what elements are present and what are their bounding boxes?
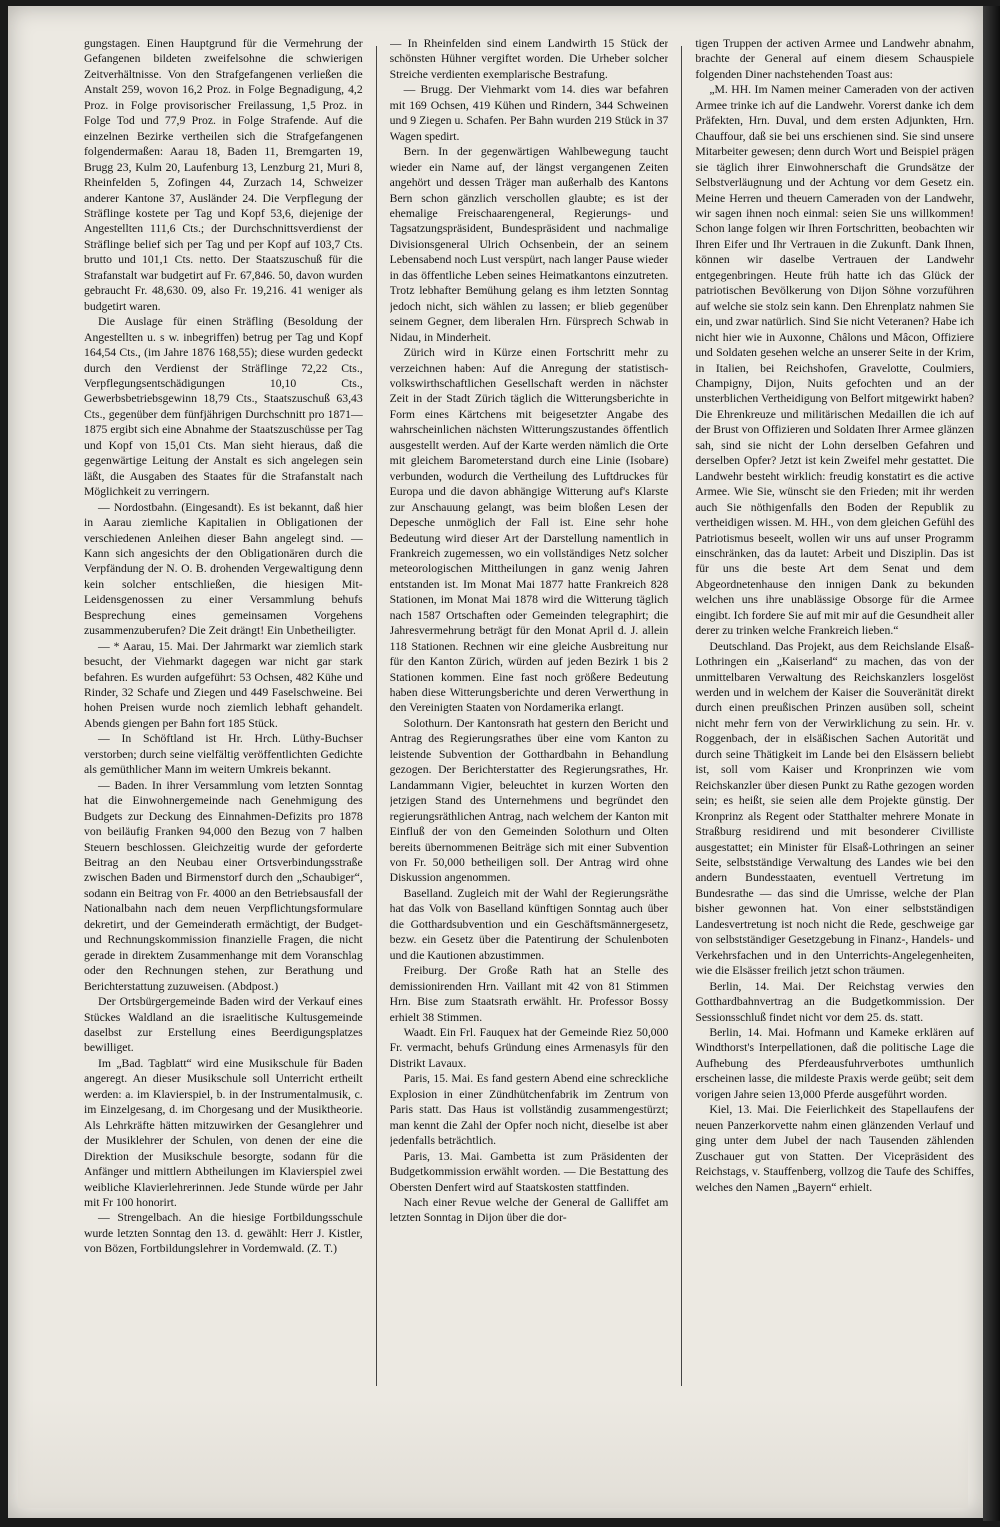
paragraph: Der Ortsbürgergemeinde Baden wird der Verkauf eines Stückes Waldland an die israelitische Kultusgemeinde daselbst zur Erstellung eines Beerdigungsplatzes bewilliget. [84,995,363,1055]
paragraph: — In Schöftland ist Hr. Hrch. Lüthy-Buchser verstorben; durch seine vielfältig veröffentlichten Gedichte als gemüthlicher Mann im weitern Umkreis bekannt. [84,732,363,777]
paragraph: — * Aarau, 15. Mai. Der Jahrmarkt war ziemlich stark besucht, der Viehmarkt dagegen war nicht gar stark befahren. Es wurden aufgeführt: 53 Ochsen, 482 Kühe und Rinder, 32 Schafe und Ziegen und 449 Faselschweine. Bei hohen Preisen wurde noch ziemlich lebhaft gehandelt. Abends giengen per Bahn fort 185 Stück. [84,639,363,730]
column-divider [376,46,377,1386]
article-columns [84,36,974,1392]
column-divider [681,46,682,1386]
binding-edge [983,6,1000,1521]
paragraph: Berlin, 14. Mai. Der Reichstag verwies den Gotthardbahnvertrag an die Budgetkommission. Der Sessionsschluß findet nicht vor dem 25. ds. statt. [695,979,974,1024]
paragraph: Nach einer Revue welche der General de Galliffet am letzten Sonntag in Dijon über die dor- [389,1195,669,1225]
paragraph: — Nordostbahn. (Eingesandt). Es ist bekannt, daß hier in Aarau ziemliche Kapitalien in Obligationen der verschiedenen Anleihen dieser Bahn angelegt sind. — Kann sich angesichts der den Obligationären durch die Verpfändung der N. O. B. drohenden Vergewaltigung denn kein solcher entschließen, die hiesigen Mit-Leidensgenossen zu einer Versammlung behufs Besprechung eines gemeinsamen Vorgehens zusammenzuberufen? Die Zeit drängt! Ein Unbetheiligter. [84,500,363,638]
paragraph: — Strengelbach. An die hiesige Fortbildungsschule wurde letzten Sonntag den 13. d. gewählt: Herr J. Kistler, von Bözen, Fortbildungslehrer in Vordemwald. (Z. T.) [84,1211,363,1256]
paragraph: „M. HH. Im Namen meiner Cameraden von der activen Armee trinke ich auf die Landwehr. Vorerst danke ich dem Präfekten, Hrn. Duval, und dem ersten Adjunkten, Hrn. Chauffour, daß sie bei uns erschienen sind. Sie sind unsere Mitarbeiter gewesen; denn durch Wort und Beispiel prägen sie täglich ihrer Einwohnerschaft die Grundsätze der Selbstverläugnung und der Achtung vor dem Gesetz ein. Meine Herren und theuern Cameraden von der Landwehr, wir sagen ihnen noch einmal: seien Sie uns willkommen! Schon lange folgen wir Ihren Fortschritten, beobachten wir Ihren Eifer und Ihr Vertrauen in die Zukunft. Dank Ihnen, können wir daselbe Vertrauen der Landwehr entgegenbringen. Heute früh hatte ich das Glück der patriotischen Bevölkerung von Dijon Söhne vorzuführen auf welche sie stolz sein kann. Den Ehrenplatz nahmen Sie ein, und zwar natürlich. Sind Sie nicht Veteranen? Habe ich nicht hier wie in Auxonne, Châlons und Mâcon, Offiziere und Soldaten gesehen welche an unserer Seite in der Krim, in Italien, bei Reichshofen, Gravelotte, Coulmiers, Champigny, Dijon, Nuits gefochten und an der unsterblichen Vertheidigung von Belfort mitgewirkt haben? Die Ehrenkreuze und militärischen Medaillen die ich auf der Brust von Offizieren und Soldaten Ihrer Armee glänzen sah, sind sie nicht der Lohn derselben Gefahren und derselben Opfer? Jetzt ist kein Zweifel mehr gestattet. Die Landwehr besteht wirklich: freudig konstatirt es die active Armee. Wie Sie, wünscht sie den Frieden; mit ihr werden auch Sie nöthigenfalls den Boden der Republik zu vertheidigen wissen. M. HH., von dem gleichen Gefühl des Patriotismus beseelt, wollen wir uns auf unser Programm einschränken, das da lautet: Arbeit und Disziplin. Das ist für uns die beste Art dem Senat und dem Abgeordnetenhause den innigen Dank zu bekunden welchen uns ihre unablässige Obsorge für die Armee eingibt. Ich fordere Sie auf mit mir auf die Gesundheit aller derer zu trinken welche Frankreich lieben.“ [695,83,974,638]
column-3 [695,36,974,1392]
paragraph: gungstagen. Einen Hauptgrund für die Vermehrung der Gefangenen bildeten zweifelsohne die schwierigen Zeitverhältnisse. Von den Strafgefangenen verließen die Anstalt 259, wovon 16,2 Proz. in Folge Begnadigung, 4,2 Proz. in Folge provisorischer Freilassung, 1,5 Proz. in Folge Tod und 77,9 Proz. in Folge Strafende. Auf die einzelnen Bezirke vertheilen sich die Strafgefangenen folgendermaßen: Aarau 18, Baden 11, Bremgarten 19, Brugg 23, Kulm 20, Laufenburg 13, Lenzburg 21, Muri 8, Rheinfelden 5, Zofingen 44, Zurzach 14, Schweizer anderer Kantone 37, Ausländer 24. Die Verpflegung der Sträflinge kostete per Tag und Kopf 53,6, diejenige der Angestellten 111,6 Cts.; der Durchschnittsverdienst der Sträflinge belief sich per Tag und per Kopf auf 103,7 Cts. brutto und 101,1 Cts. netto. Der Staatszuschuß für die Strafanstalt war budgetirt auf Fr. 67,846. 50, davon wurden gebraucht Fr. 48,630. 09, also Fr. 19,216. 41 weniger als budgetirt waren. [84,37,363,313]
paragraph: — In Rheinfelden sind einem Landwirth 15 Stück der schönsten Hühner vergiftet worden. Die Urheber solcher Streiche verdienten exemplarische Bestrafung. [389,37,669,81]
paragraph: Bern. In der gegenwärtigen Wahlbewegung taucht wieder ein Name auf, der längst vergangenen Zeiten angehört und dessen Träger man außerhalb des Kantons Bern schon gänzlich verschollen glaubte; es ist der ehemalige Freischaarengeneral, Regierungs- und Tagsatzungspräsident, Bundespräsident und nachmalige Divisionsgeneral Ulrich Ochsenbein, der an seinem Lebensabend noch Lust verspürt, nach langer Pause wieder in das öffentliche Leben seines Heimatkantons einzutreten. Trotz lebhafter Bemühung gelang es ihm letzten Sonntag jedoch nicht, sich wählen zu lassen; er blieb gegenüber seinem Gegner, dem liberalen Hrn. Fürsprech Schwab in Nidau, in Minderheit. [389,145,669,344]
paragraph: Zürich wird in Kürze einen Fortschritt mehr zu verzeichnen haben: Auf die Anregung der statistisch-volkswirthschaftlichen Gesellschaft werden in nächster Zeit in der Stadt Zürich täglich die Witterungsberichte in Form eines Kärtchens mit beigesetzter Angabe des wahrscheinlichen nächsten Witterungszustandes öffentlich ausgestellt werden. Auf der Karte werden nämlich die Orte mit gleichem Barometerstand durch eine Linie (Isobare) verbunden, wodurch die Vertheilung des Luftdruckes für Europa und die davon abhängige Witterung auf's Klarste zur Anschauung gelangt, was beim bloßen Lesen der Depesche unmöglich der Fall ist. Eine sehr hohe Bedeutung wird dieser Art der Darstellung namentlich in Frankreich zugemessen, wo ein vollständiges Netz solcher meteorologischen Mittheilungen in ganz wenig Jahren entstanden ist. Im Monat Mai 1877 hatte Frankreich 828 Stationen, im Monat Mai 1878 wird die Witterung täglich nach 1587 Ortschaften oder Gemeinden telegraphirt; die Jahresvermehrung beträgt für den Monat April d. J. allein 118 Stationen. Rechnen wir eine gleiche Ausbreitung nur für den Kanton Zürich, würden auf jeden Bezirk 1 bis 2 Stationen kommen. Eine fast noch größere Bedeutung haben diese Witterungsberichte und deren Verwerthung in den Vereinigten Staaten von Nordamerika erlangt. [389,346,669,715]
paragraph: — Brugg. Der Viehmarkt vom 14. dies war befahren mit 169 Ochsen, 419 Kühen und Rindern, 344 Schweinen und 9 Ziegen u. Schafen. Per Bahn wurden 219 Stück in 37 Wagen spedirt. [389,83,669,143]
paragraph: — Baden. In ihrer Versammlung vom letzten Sonntag hat die Einwohnergemeinde nach Genehmigung des Budgets zur Deckung des Einnahmen-Defizits pro 1878 von beiläufig Franken 94,000 den Bezug von 7 halben Steuern beschlossen. Gleichzeitig wurde der geforderte Beitrag an den Neubau einer Ortsverbindungsstraße zwischen Baden und Birmenstorf durch den „Schaubiger“, sodann ein Beitrag von Fr. 4000 an den Betriebsausfall der Nationalbahn nach dem neuen Verpflichtungsformulare dekretirt, und der Gemeinderath ermächtigt, der Budget- und Rechnungskommission finanzielle Fragen, die nicht gerade in direktem Zusammenhange mit dem Voranschlag oder den Rechnungen stehen, zur Berathung und Berichterstattung zuzuweisen. (Abdpost.) [84,778,363,993]
paragraph: Im „Bad. Tagblatt“ wird eine Musikschule für Baden angeregt. An dieser Musikschule soll Unterricht ertheilt werden: a. im Klavierspiel, b. in der Instrumentalmusik, c. im Einzelgesang, d. im Chorgesang und der Musiktheorie. Als Lehrkräfte hätten mitzuwirken der Gesanglehrer und der Musiklehrer der Schulen, von denen der eine die Direktion der Musikschule besorgte, sodann für die Anfänger und mittlern Abtheilungen im Klavierspiel zwei weibliche Klavierlehrerinnen. Jede Stunde würde per Jahr mit Fr 100 honorirt. [84,1056,363,1209]
paragraph: Baselland. Zugleich mit der Wahl der Regierungsräthe hat das Volk von Baselland künftigen Sonntag auch über die Gotthardsubvention und ein Geschäftsmännergesetz, bezw. ein Gesetz über die Patentirung der Schulenboten und die Kautionen abzustimmen. [389,886,669,962]
column-2 [390,36,669,1392]
paragraph: Waadt. Ein Frl. Fauquex hat der Gemeinde Riez 50,000 Fr. vermacht, behufs Gründung eines Armenasyls für den Distrikt Lavaux. [389,1026,669,1070]
paragraph: Paris, 15. Mai. Es fand gestern Abend eine schreckliche Explosion in einer Zündhütchenfabrik im Zentrum von Paris statt. Das Haus ist vollständig zusammengestürzt; man kennt die Zahl der Opfer noch nicht, dieselbe ist aber jedenfalls beträchtlich. [389,1072,669,1148]
paragraph: Kiel, 13. Mai. Die Feierlichkeit des Stapellaufens der neuen Panzerkorvette nahm einen glänzenden Verlauf und ging unter dem Jubel der nach Tausenden zählenden Zuschauer gut von Statten. Der Vicepräsident des Reichstags, v. Stauffenberg, vollzog die Taufe des Schiffes, welches den Namen „Bayern“ erhielt. [695,1103,974,1194]
paragraph: Freiburg. Der Große Rath hat an Stelle des demissionirenden Hrn. Vaillant mit 42 von 81 Stimmen Hrn. Bise zum Staatsrath erwählt. Hr. Professor Bossy erhielt 38 Stimmen. [389,964,669,1024]
paragraph: Paris, 13. Mai. Gambetta ist zum Präsidenten der Budgetkommission erwählt worden. — Die Bestattung des Obersten Denfert wird auf Staatskosten stattfinden. [389,1149,669,1194]
paragraph: Berlin, 14. Mai. Hofmann und Kameke erklären auf Windthorst's Interpellationen, daß die politische Lage die Aufhebung des Pferdeausfuhrverbotes umthunlich erscheinen lasse, die mildeste Praxis werde geübt; seit dem vorigen Jahre seien 13,000 Pferde ausgeführt worden. [695,1026,974,1101]
paragraph: Die Auslage für einen Sträfling (Besoldung der Angestellten u. s w. inbegriffen) betrug per Tag und Kopf 164,54 Cts., (im Jahre 1876 168,55); diese wurden gedeckt durch den Verdienst der Sträflinge 72,22 Cts., Verpflegungsentschädigungen 10,10 Cts., Gewerbsbetriebsgewinn 18,79 Cts., Staatszuschuß 63,43 Cts., gegenüber dem fünfjährigen Durchschnitt pro 1871—1875 ergibt sich eine Abnahme der Staatszuschüsse per Tag und Kopf von 15,01 Cts. Man sieht hieraus, daß die gegenwärtige Leitung der Anstalt es sich angelegen sein läßt, die Ausgaben des Staates für die Strafanstalt nach Möglichkeit zu verringern. [84,315,363,499]
page-bottom-margin [18,1398,968,1508]
paragraph: Deutschland. Das Projekt, aus dem Reichslande Elsaß-Lothringen ein „Kaiserland“ zu machen, das von der unmittelbaren Verwaltung des Reichskanzlers losgelöst werden und in welchem der Kaiser die Souveränität direkt durch einen preußischen Prinzen ausüben soll, scheint nicht mehr fern von der Verwirklichung zu sein. Hr. v. Roggenbach, der in elsäßischen Sachen Autorität und durch seine Thätigkeit im Lande bei den Elsässern beliebt ist, soll vom Kaiser und Kronprinzen wie vom Reichskanzler über diesen Punkt zu Rathe gezogen worden sein; es heißt, sie seien alle dem Projekte günstig. Der Kronprinz als Regent oder Statthalter mehrere Monate in Straßburg residirend und mit besonderer Civilliste ausgestattet; ein Minister für Elsaß-Lothringen an seiner Seite, selbstständige Verwaltung des Landes wie bei den andern Bundesstaaten, eventuell Vertretung im Bundesrathe — das sind die Umrisse, welche der Plan bisher gewonnen hat. Von einer selbstständigen Landesvertretung ist noch nicht die Rede, geschweige gar von selbstständiger Gesetzgebung in Finanz-, Handels- und Verkehrsfachen und in den Unterrichts-Angelegenheiten, wie die Elsässer freilich jetzt schon träumen. [695,639,974,978]
newspaper-page [8,6,983,1518]
column-1 [84,36,363,1392]
paragraph: tigen Truppen der activen Armee und Landwehr abnahm, brachte der General auf einem diesem Schauspiele folgenden Diner nachstehenden Toast aus: [695,37,974,81]
paragraph: Solothurn. Der Kantonsrath hat gestern den Bericht und Antrag des Regierungsrathes über eine vom Kanton zu leistende Subvention der Gotthardbahn in Behandlung gezogen. Der Berichterstatter des Regierungsrathes, Hr. Landammann Vigier, beleuchtet in kurzen Worten den jetzigen Stand des Unternehmens und begründet den regierungsräthlichen Antrag, nach welchem der Kanton mit Einfluß der von den Gemeinden Solothurn und Olten bereits übernommenen Beiträge sich mit einer Subvention von Fr. 50,000 betheiligen soll. Der Antrag wird ohne Diskussion angenommen. [389,716,669,885]
